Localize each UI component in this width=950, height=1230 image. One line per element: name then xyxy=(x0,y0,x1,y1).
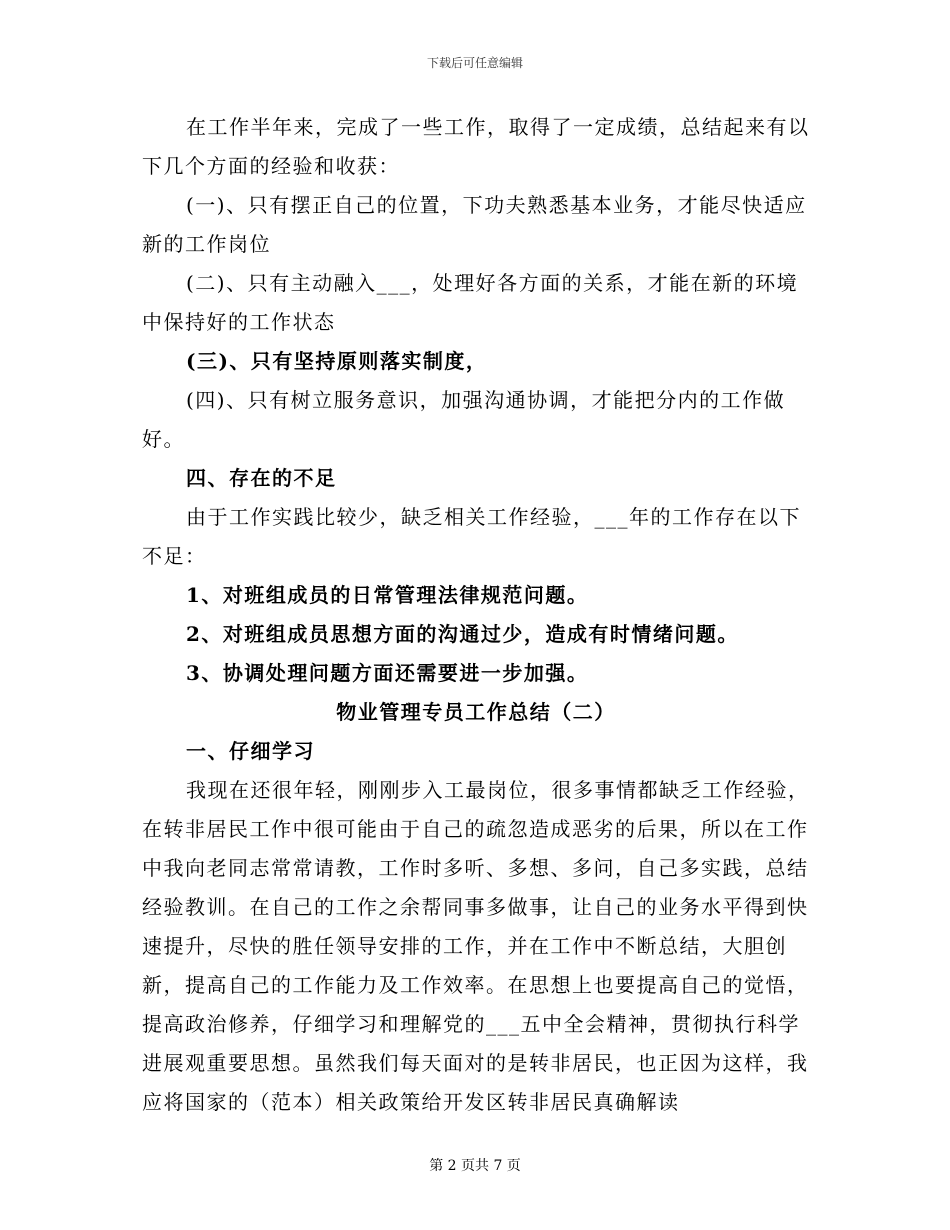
intro-paragraph: 在工作半年来，完成了一些工作，取得了一定成绩，总结起来有以下几个方面的经验和收获： xyxy=(142,115,810,178)
experience-item-3: (三)、只有坚持原则落实制度， xyxy=(186,349,488,373)
document-title-part-2: 物业管理专员工作总结（二） xyxy=(336,700,616,724)
study-paragraph: 我现在还很年轻，刚刚步入工最岗位，很多事情都缺乏工作经验，在转非居民工作中很可能由于自己的疏忽造成恶劣的后果，所以在工作中我向老同志常常请教，工作时多听、多想、多问，自己多实践，总结经验教训。在自己的工作之余帮同事多做事，让自己的业务水平得到快速提升，尽快的胜任领导安排的工作，并在工作中不断总结，大胆创新，提高自己的工作能力及工作效率。在思想上也要提高自己的觉悟，提高政治修养，仔细学习和理解党的___五中全会精神，贯彻执行科学进展观重要思想。虽然我们每天面对的是转非居民，也正因为这样，我应将国家的（范本）相关政策给开发区转非居民真确解读 xyxy=(142,778,810,1114)
experience-item-2: (二)、只有主动融入___，处理好各方面的关系，才能在新的环境中保持好的工作状态 xyxy=(142,271,799,334)
experience-item-4: (四)、只有树立服务意识，加强沟通协调，才能把分内的工作做好。 xyxy=(142,388,786,451)
section-heading-study: 一、仔细学习 xyxy=(186,739,315,763)
document-body xyxy=(142,108,810,1122)
experience-item-1: (一)、只有摆正自己的位置，下功夫熟悉基本业务，才能尽快适应新的工作岗位 xyxy=(142,193,807,256)
shortcoming-item-3: 3、协调处理问题方面还需要进一步加强。 xyxy=(186,661,589,685)
page-number: 第 2 页共 7 页 xyxy=(429,1158,521,1174)
shortcoming-item-2: 2、对班组成员思想方面的沟通过少，造成有时情绪问题。 xyxy=(186,622,739,646)
header-note: 下载后可任意编辑 xyxy=(426,56,523,70)
section-heading-shortcomings: 四、存在的不足 xyxy=(186,466,337,490)
shortcoming-item-1: 1、对班组成员的日常管理法律规范问题。 xyxy=(186,583,589,607)
shortcomings-intro: 由于工作实践比较少，缺乏相关工作经验，___年的工作存在以下不足： xyxy=(142,505,801,568)
